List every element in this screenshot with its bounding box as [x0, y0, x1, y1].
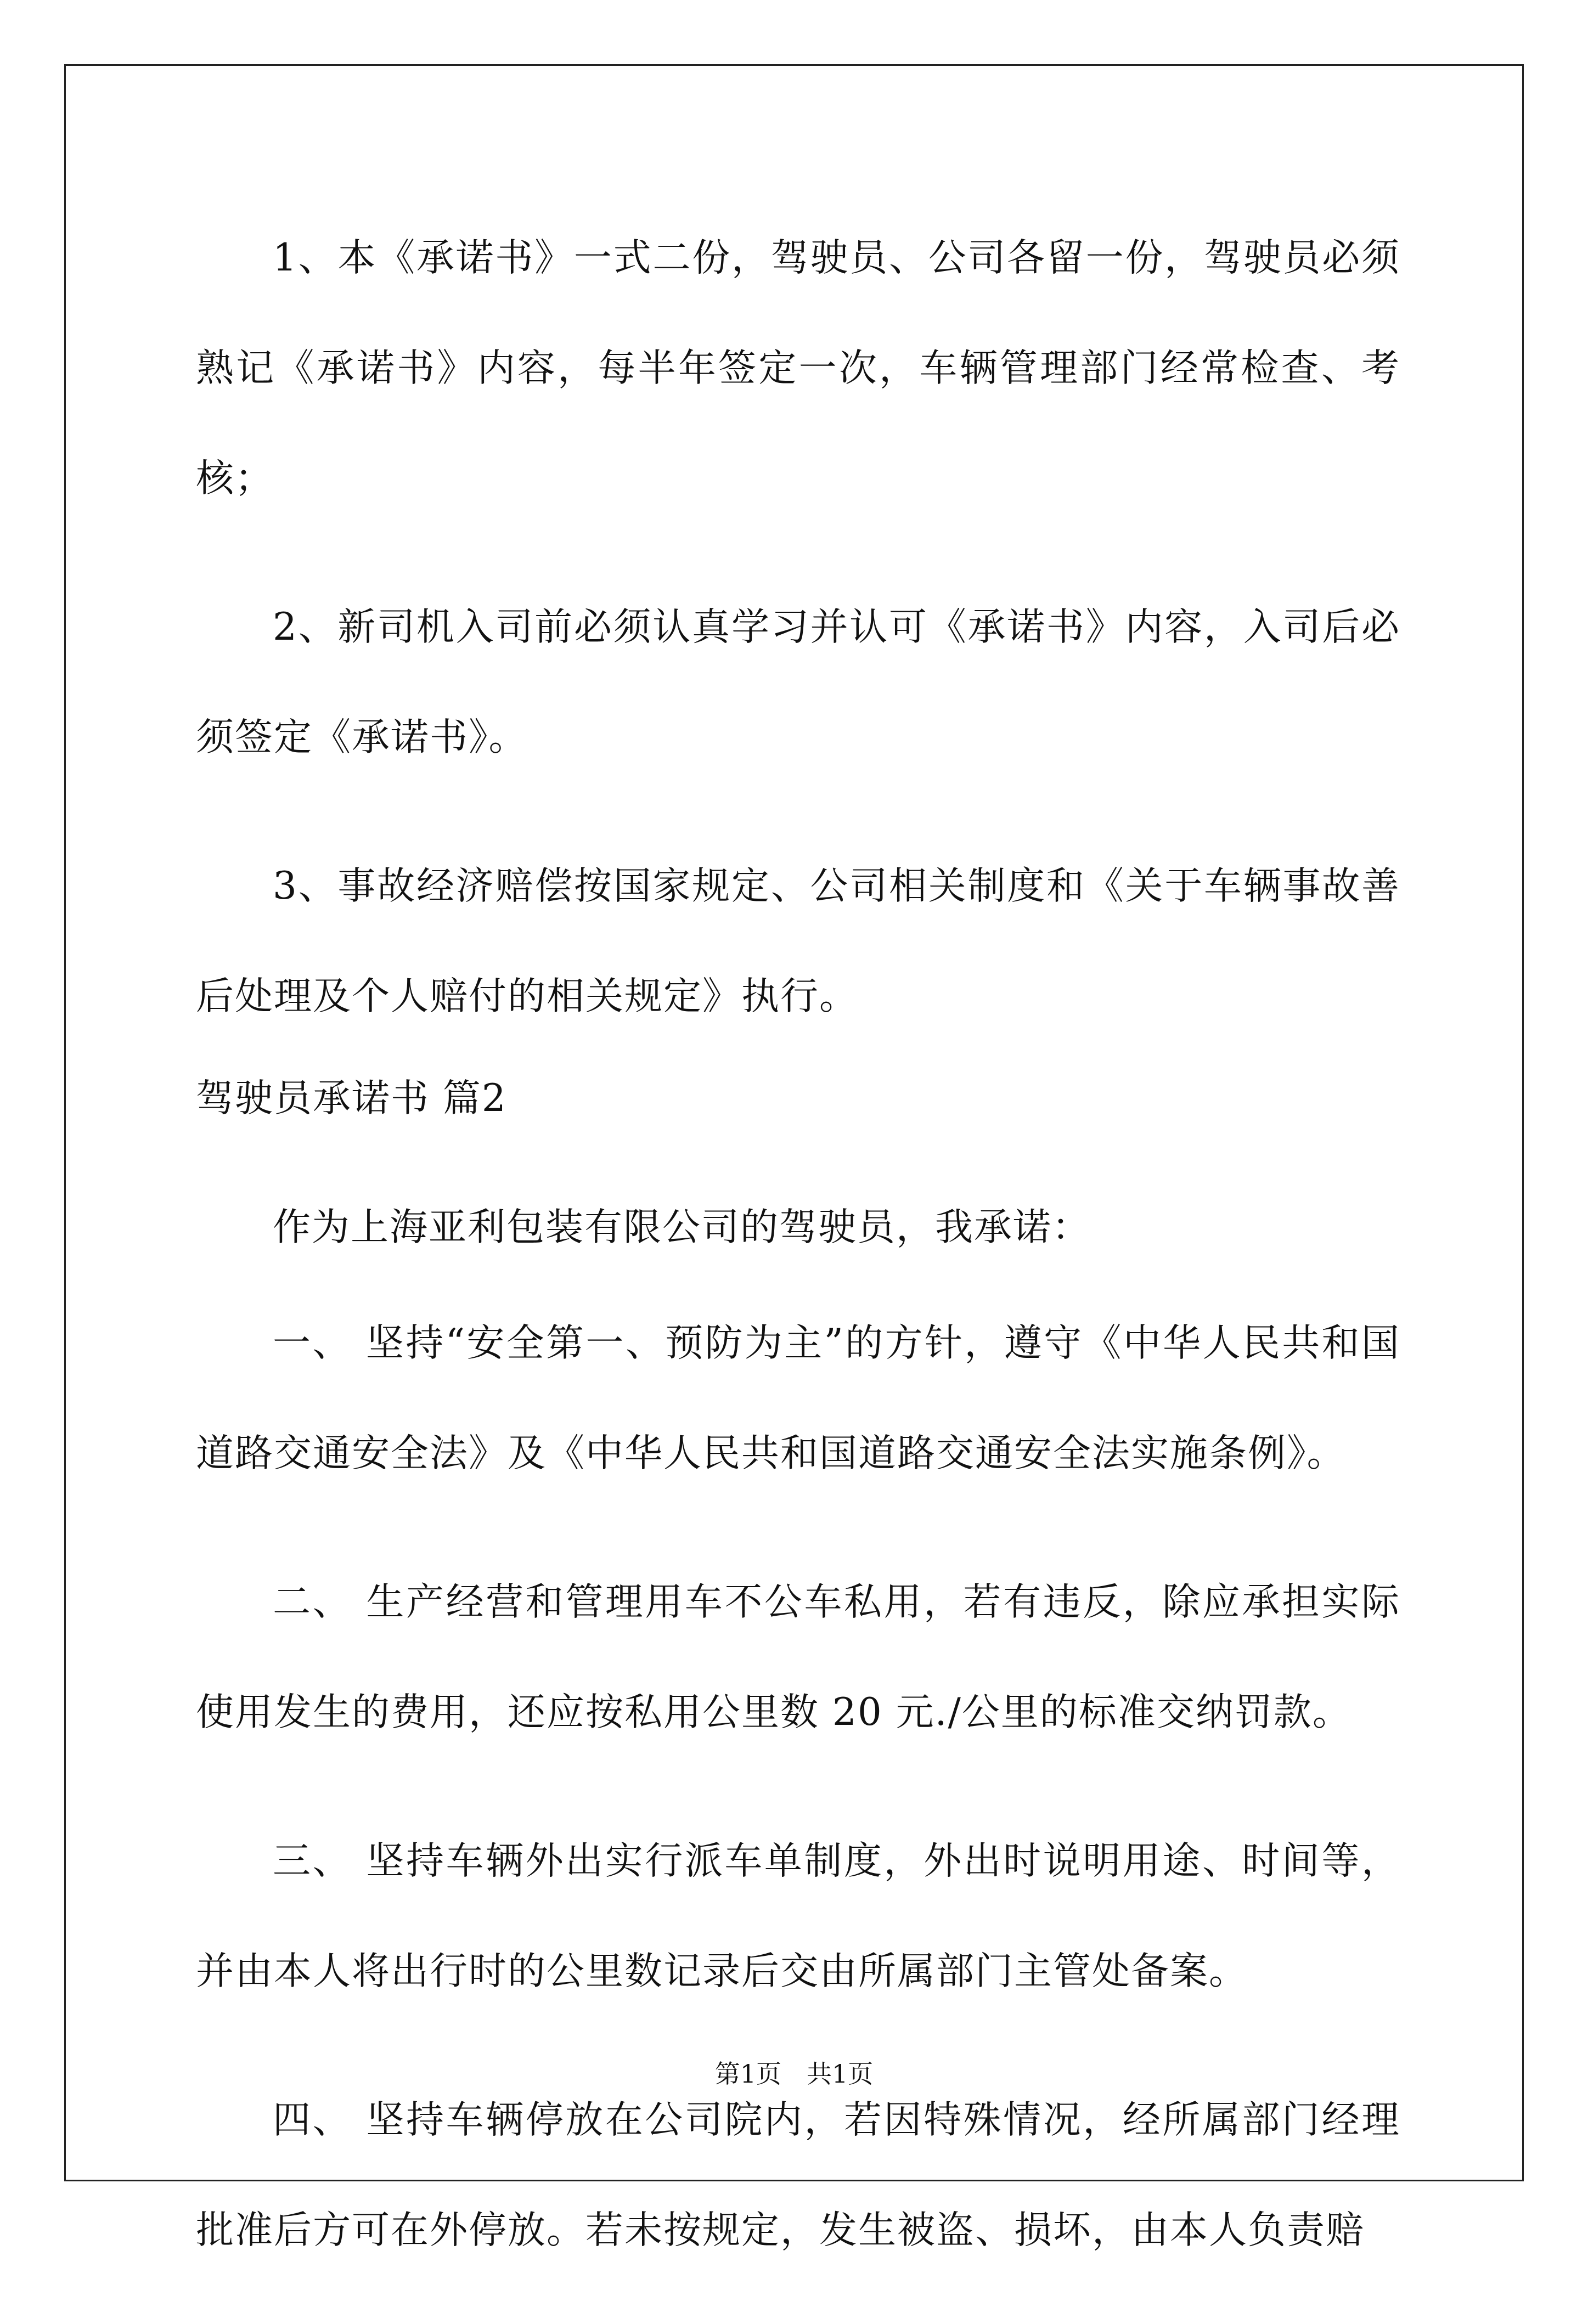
paragraph-intro: 作为上海亚利包装有限公司的驾驶员，我承诺： [273, 1205, 1091, 1249]
page-footer: 第1页 共1页 [714, 2059, 874, 2089]
paragraph-item-1: 一、 坚持“安全第一、预防为主”的方针，遵守《中华人民共和国道路交通安全法》及《中华人民共和国道路交通安全法实施条例》。 [196, 1321, 1400, 1475]
paragraph-item-3: 三、 坚持车辆外出实行派车单制度，外出时说明用途、时间等，并由本人将出行时的公里数记录后交由所属部门主管处备案。 [196, 1839, 1400, 1993]
document-body [196, 203, 1400, 2324]
section-title: 驾驶员承诺书 篇2 [196, 1076, 507, 1120]
paragraph-item-2: 二、 生产经营和管理用车不公车私用，若有违反，除应承担实际使用发生的费用，还应按私用公里数 20 元./公里的标准交纳罚款。 [196, 1580, 1400, 1734]
paragraph-1: 1、本《承诺书》一式二份，驾驶员、公司各留一份，驾驶员必须熟记《承诺书》内容，每半年签定一次，车辆管理部门经常检查、考核； [196, 236, 1400, 500]
paragraph-3: 3、事故经济赔偿按国家规定、公司相关制度和《关于车辆事故善后处理及个人赔付的相关规定》执行。 [196, 864, 1400, 1018]
paragraph-item-4: 四、 坚持车辆停放在公司院内，若因特殊情况，经所属部门经理批准后方可在外停放。若未按规定，发生被盗、损坏，由本人负责赔 [196, 2098, 1400, 2252]
paragraph-2: 2、新司机入司前必须认真学习并认可《承诺书》内容，入司后必须签定《承诺书》。 [196, 605, 1400, 759]
